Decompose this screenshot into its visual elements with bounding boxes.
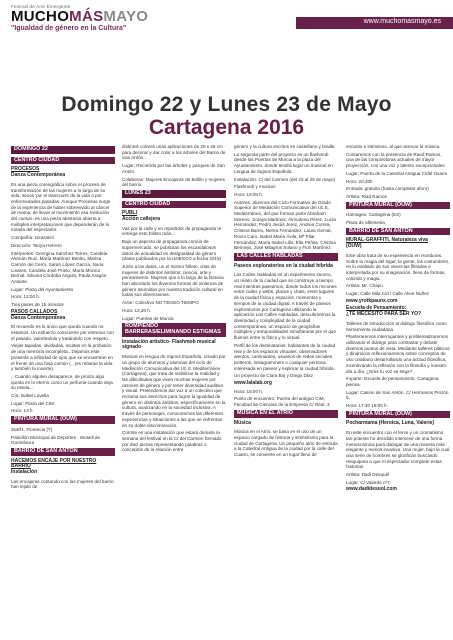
event-description: Corrste es una instalación que estará durante la semana del festival en la C/ del Carmen formado por diez piezas representando palabras o conceptos de la relación entre: [122, 430, 222, 453]
event-type: Instalación artístico- Flashmob musical signado: [122, 338, 216, 351]
event-description: El recuerdo es lo único que queda cuando no estamos. Un esfuerzo consciente por entrenar con el pasado, valorándola y tratándolo con respeto.: [11, 324, 114, 341]
event-detail: Flashmob y musical:: [234, 184, 276, 190]
event-detail: Intérpretes: Georgina Sánchez Torres, Candela Alemán Ruiz, María Martínez Benito, Marisa Carrión del Cerro, Sarah López García, Nuria Linares, Candela José Prieto, María Mónico Bernal, Silvana Córdoba Angulo, Paula Aragón Amante.: [11, 250, 108, 285]
event-type: Danza Contemporánea: [11, 172, 66, 179]
event-description: Vas por la calle y un repartidor de propaganda te entrega esto folleto más...: [122, 225, 222, 237]
event-detail: Punto de encuentro: Puerta del antiguo CIM, Facultad de Ciencias de la Empresa C/ Real, 3: [234, 396, 330, 408]
website-url[interactable]: www.muchomasmayo.es: [363, 18, 441, 25]
event-description: Planteraremos interrogantes y problematizaremos utilizando el diálogo para contrastar y debatir diversos puntos de vista. Mediante talleres pláticos y dinámicos reflexionaremos sobre conceptos de uso cotidiano desarrollando una actitud filosófica, incentivando la reflexión con la filosofía y nuestro día a día. ¿Eres tú voz se sega?: [346, 334, 450, 374]
section-header-musica-atrio: MÚSICA EN EL ATRIO: [234, 410, 338, 418]
event-type: Música: [234, 419, 251, 426]
event-detail: Artista: Riad Ramos: [346, 193, 387, 199]
page-header: [0, 0, 453, 50]
event-detail: Tres pases de 15 minutos: [11, 302, 64, 308]
event-detail: Lugar: Casino de San Antón. C/ Hermanos Pinzón 5.: [346, 389, 449, 401]
event-title-escuela-pensamiento: Escuela de Pensamiento:: [346, 305, 407, 312]
event-title-mural-graffiti: MURAL-GRAFFITI. Naturaleza viva: [346, 237, 428, 244]
event-type: Danza Contemporánea: [11, 314, 66, 321]
festival-line: Festival de Arte Emergente: [11, 4, 71, 9]
day-header-lunes: LUNES 23: [122, 190, 226, 198]
festival-logo: [11, 9, 148, 24]
event-subtitle: ¿TE MECESITO PARA SER YO?: [346, 311, 422, 318]
event-detail: Imparte: Escuela de pensamiento, Cartagena piensa.: [346, 376, 439, 387]
section-header-pintura-mural: PINTURA MURAL (OUW): [11, 416, 115, 424]
event-detail: Hora: 17:30 19:00 h.: [346, 403, 388, 409]
event-detail: Harnageo. Cartagena (ES): [346, 212, 401, 218]
section-header-calles-habladas: LAS CALLES HABLADAS: [234, 253, 338, 261]
event-description: encanto e intimismo, al que acercar la música.: [346, 144, 441, 149]
event-description: Musical en lengua de Signos Española, creado por un grupo de alumnos y alumnas del ciclo de Mediación Comunicativa del I.E.S. Mediterráneo (Cartagena), que trata de visibilizar la realidad y las dificultades que viven muchas mujeres por razones de género y por tener diversidad auditiva y visual. Pretendemos dar voz a un colectivo que reclama sus derechos para lograr la igualdad de género en distintos ámbitos, específicamente en la cultura, avanzando en la sociedad inclusiva. A través de personajes, conoceremos las diferentes experiencias y situaciones a las que se enfrentan en su doble discriminación.: [122, 354, 226, 428]
column-4: [346, 144, 450, 495]
event-detail: Lugar: Puerta de la Catedral Antigua C/del Osario: [346, 170, 448, 176]
event-description: ...Cuando algulen desaparece, de pronto algo queda en lo eterno como un perfume cuando deja su estela...: [11, 373, 113, 391]
website-banner: [296, 17, 453, 29]
event-detail: Artista: Mr. Chapu: [346, 283, 383, 289]
event-detail: Autores: alumnos del Ciclo Formativo de Grado Superior de Mediación Comunicativa del I.E.S. Mediterráneo, del que forman parte Abraham Moreno, Soraya Martínez, Almudena Pérez, Lucía Hernández, Pedro Jesús Jerez, Andrea Correa, Cristina Barrio, Nerea Fernández, Laura Gemal, Rocío Caro, Isabel María Ávila, Mª Pilar Fernández, María Isabel Lillo, Ella Peñas, Cristina Bermejo, José Milagros Solano y Fion Martínez.: [234, 199, 336, 251]
day-header-domingo: DOMINGO 22: [11, 146, 115, 154]
event-detail: 2wEf1. Florencia [T]: [11, 426, 52, 432]
event-description: Talleres de introducción al diálogo filosófico como herramienta ciudadana.: [346, 320, 447, 332]
event-description: Este obra trata de su experiencia en Honduras. Sobre la magia del lugar, la gente, los costumbres, en lo exaltado de sus vivencias filtradas e interpretada por su imaginación, llena de formas, colorido y magia.: [346, 252, 450, 281]
event-detail: Hora: 13 h.: [11, 408, 34, 414]
festival-slogan: "Igualdad de género en la Cultura": [11, 25, 127, 32]
column-3: [234, 144, 338, 460]
event-detail: Hora: 20,30h: [346, 178, 373, 184]
section-header-pintura-mural: PINTURA MURAL (OUW): [346, 202, 450, 210]
event-description: Música en el Atrio, se basa en el uso de un espacio cargado de historia y simbolismo para la ciudad de Cartagena. Un pequeño atrio de entrada a la Catedral Antigua de la ciudad por la calle del Cuatro, se convierte en un lugar lleno de: [234, 429, 338, 458]
event-type: (OUW): [346, 243, 362, 250]
event-detail: Lugar: Puertas de Murcia: [122, 315, 174, 321]
logo-part-mucho: MUCHO: [11, 8, 70, 25]
event-detail: Hora: 12,30 h.: [122, 307, 152, 313]
event-detail: Lugar: Recorrido por las árboles y parques de San Antón.: [122, 163, 225, 174]
column-1: [11, 144, 115, 492]
event-title-procesos: PROCESOS: [11, 166, 40, 173]
artist-link[interactable]: www.dadidesuol.com: [346, 486, 397, 493]
event-description: Bajo un aspecto de propaganda común de supermercado, se publicitan los escandalosos datos de actualidad en desigualdad de género (datos publicados por la UNESCO a fecha 2015): [122, 239, 222, 262]
event-title-pasos-callados: PASOS CALLADOS: [11, 308, 58, 315]
event-detail: Colaboran: Mujeres Encajeras de Bolillo y mujeres del barrio.: [122, 176, 225, 188]
section-header-barrio-san-anton: BARRIO DE SAN ANTÓN: [11, 448, 115, 456]
event-detail: Plaza de alfentesia: [346, 220, 385, 226]
event-detail: Pabellón Municipal de Deportes · Wosell de Gurimbarra: [11, 434, 101, 446]
event-type: Paseos exploratorios en la ciudad híbrida: [234, 262, 333, 269]
artist-link[interactable]: www.yrotkpaunx.com: [346, 297, 398, 304]
section-header-barrio-san-anton: BARRIO DE SAN ANTÓN: [346, 228, 450, 236]
page-title-city: Cartagena 2016: [148, 116, 305, 139]
event-detail: Artista: Dadi Desquél: [346, 472, 390, 478]
event-detail: Lugar: Plaza del CIM: [11, 400, 54, 406]
event-detail: Lugar: C/ Valarde nº7.: [346, 479, 392, 485]
event-description: En este encuentro con el fervo y un cromatismo tan potente he decidido intervenir de una forma menoscárnica para dialogar de una manera más elegante y menos invasiva. Una mujer, bajo la cual una serie de hombres se glorifican buscando reequipara a que el espectador complete estas historias.: [346, 430, 450, 470]
event-detail: Cía: Isabel Lavella: [11, 393, 49, 399]
section-header-pintura-mural-2: PINTURA MURAL (OUW): [346, 411, 450, 419]
event-detail: Compañía: Girasolez: [11, 235, 55, 241]
section-header-centro-ciudad: CENTRO CIUDAD: [11, 157, 115, 165]
event-description: Es una pieza coreográfica sobre el proceso de transformación de las mujeres a lo largo de su vida, sexos ‘pa’ el transcurrir de la vida o por enfermedades pasadas. Aunque Procesos surge de la experiencia de haber sobrevivido al cáncer de mama, de llevar al movimiento esa evolución del cuerpo, es una pieza abstracta abierta a múltiples interpretaciones que dependerán de la mirada del espectador.: [11, 181, 111, 233]
event-detail: Instalación: C/ del Carmen (del 23 al 29 de mayo): [234, 176, 336, 182]
event-description: Viejas tapadas, olvidadas, ocultas en la profusión de una memoria incompleta...Dejamos este presente a infinidad de ojos que se encuentran en el frente de una fosa común (...)es rebarse la vida y también la muerte).: [11, 343, 113, 372]
event-description: Perfil de los destinatarios: habitantes de la ciudad real y de los espacios virtuales, observadores atentos, caminantes, usuarios de redes sociales, twitteros, instagrammers o cualquier persona interesada en pasear y explorar la ciudad híbrida.: [234, 342, 336, 371]
event-description: Las Calles Habladas es un experimento sonoro, un relato de la ciudad que se construye a tiempo real mientras paseamos, donde todos los rincones entre calles y webs, plazas y chats, entre lugares de la ciudad física y espacios, momentos y tiempos de la ciudad digital. A través de paseos exploratorios por Cartagena utilizando la aplicación Las Calles Habladas, descubriremos la diversidad y complejidad de la ciudad contemporánea, un espacio de geografías múltiples y temporalidades simultáneas por el que fluimos entre lo físico y lo virtual.: [234, 272, 337, 341]
event-detail: Entrada: gratuita (hasta completar aforo): [346, 186, 429, 192]
section-header-centro-ciudad: CENTRO CIUDAD: [122, 201, 226, 209]
event-detail: Lugar: Plaza del Ayuntamiento: [11, 286, 74, 292]
event-detail: Dirección: Tanya Herrero: [11, 242, 62, 248]
event-title-publi: PUBLI: [122, 210, 137, 217]
page-title-dates: Domingo 22 y Lunes 23 de Mayo: [61, 93, 392, 116]
event-title-pocharmama: Pocharmama (Heroica, Luna, Valerie): [346, 420, 435, 427]
event-detail: Hora: 12:00 h.: [11, 294, 41, 300]
event-detail: Lugar: Calle Mila Cid / Calle Alvar Núñez: [346, 291, 429, 297]
event-detail: Hora: 19:00 h.: [234, 191, 264, 197]
section-header-rompiendo-barreras: ROMPIENDO BARRERAS/ELIMINANDO ESTIGMAS: [122, 323, 226, 336]
event-description: Contaremos con la presencia de Raed Ramos, una de las compositoras actuales de mayor proyección, con una voz y talento excepcionales.: [346, 151, 446, 169]
project-link[interactable]: www.lalalab.org: [234, 380, 272, 387]
logo-part-mayo: MAYO: [103, 8, 149, 25]
event-detail: Un proyecto de Clara Boj y Diego Díaz: [234, 373, 313, 379]
event-type: Instalación: [11, 469, 38, 476]
event-description: Las encajeras contando con las mujeres del barrio han tejido de: [11, 478, 114, 490]
event-detail: Hora: 18:00 h.: [234, 388, 264, 394]
event-type: Acción callejera: [122, 216, 161, 223]
event-title-hacemos-encaje: HACEMOS ENCAJE POR NUESTRO BARRIO: [11, 457, 97, 470]
event-description: género y la cultura escritos en castellano y braille.: [234, 144, 336, 149]
event-description: distintos colores unas aplicaciones de 25 x 25 cm para decorar y dar color a los árboles del Barrio de San Antón.: [122, 144, 226, 161]
column-2: [122, 144, 226, 455]
event-description: Junto a los datos, un el mismo folleto, citas de mujeres de distintos ámbitos: ciencia, arte y pensamiento. Mujeres que a lo largo de la historia han abordado los diversos formas de violencia de género asumidas por nuestra tradición cultural en todas sus dimensiones.: [122, 263, 224, 298]
event-detail: Actor: Colectivo NO TENGO TIEMPO: [122, 300, 199, 306]
event-description: La segunda parte del proyecto es un flashmob desde las Puertas de Murcia a la plaza del Ayuntamiento, donde tendrá lugar un musical en Lengua de Signos Española.: [234, 151, 333, 174]
logo-part-mas: MÁS: [69, 8, 104, 25]
